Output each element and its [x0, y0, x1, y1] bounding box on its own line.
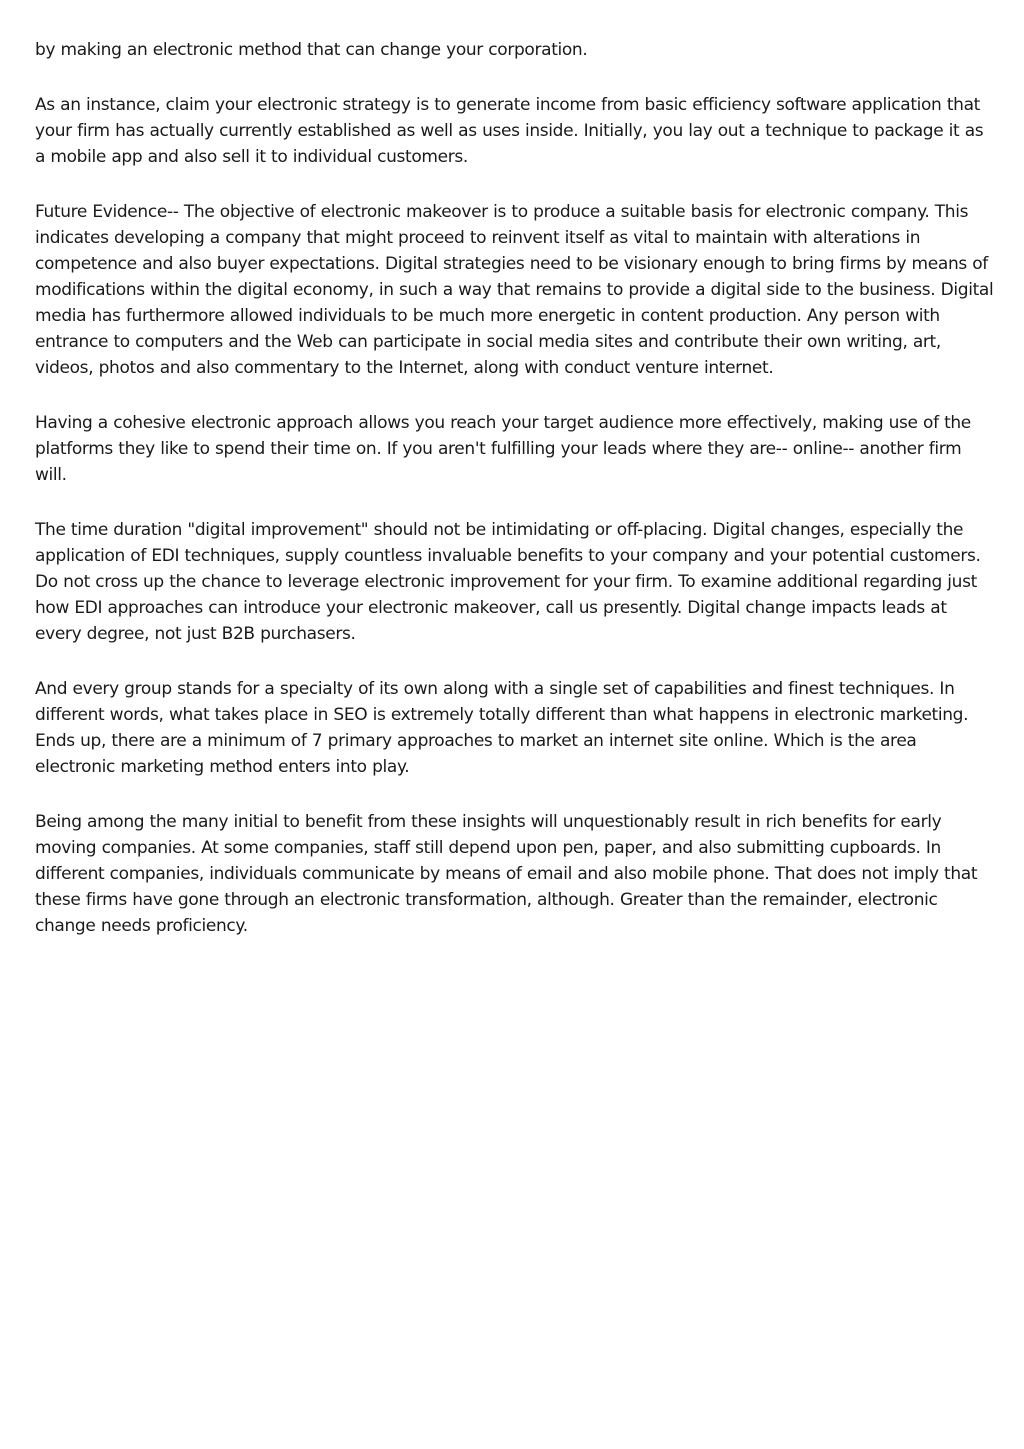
paragraph: And every group stands for a specialty of its own along with a single set of capabilities and finest techniques. In different words, what takes place in SEO is extremely totally different than what happens in electronic marketing. Ends up, there are a minimum of 7 primary approaches to market an internet site online. Which is the area electronic marketing method enters into play. [35, 679, 969, 777]
paragraph: As an instance, claim your electronic strategy is to generate income from basic efficiency software application that your firm has actually currently established as well as uses inside. Initially, you lay out a technique to package it as a mobile app and also sell it to individual customers. [35, 95, 984, 167]
paragraph: Being among the many initial to benefit from these insights will unquestionably result in rich benefits for early moving companies. At some companies, staff still depend upon pen, paper, and also submitting cupboards. In different companies, individuals communicate by means of email and also mobile phone. That does not imply that these firms have gone through an electronic transformation, although. Greater than the remainder, electronic change needs proficiency. [35, 812, 978, 936]
paragraph: Having a cohesive electronic approach allows you reach your target audience more effectively, making use of the platforms they like to spend their time on. If you aren't fulfilling your leads where they are-- online-- another firm will. [35, 413, 971, 485]
paragraph: The time duration "digital improvement" should not be intimidating or off-placing. Digital changes, especially the application of EDI techniques, supply countless invaluable benefits to your company and your potential customers. Do not cross up the chance to leverage electronic improvement for your firm. To examine additional regarding just how EDI approaches can introduce your electronic makeover, call us presently. Digital change impacts leads at every degree, not just B2B purchasers. [35, 520, 981, 644]
document-body [35, 37, 995, 968]
paragraph: Future Evidence-- The objective of electronic makeover is to produce a suitable basis for electronic company. This indicates developing a company that might proceed to reinvent itself as vital to maintain with alterations in competence and also buyer expectations. Digital strategies need to be visionary enough to bring firms by means of modifications within the digital economy, in such a way that remains to provide a digital side to the business. Digital media has furthermore allowed individuals to be much more energetic in content production. Any person with entrance to computers and the Web can participate in social media sites and contribute their own writing, art, videos, photos and also commentary to the Internet, along with conduct venture internet. [35, 202, 994, 378]
paragraph: by making an electronic method that can change your corporation. [35, 40, 588, 60]
